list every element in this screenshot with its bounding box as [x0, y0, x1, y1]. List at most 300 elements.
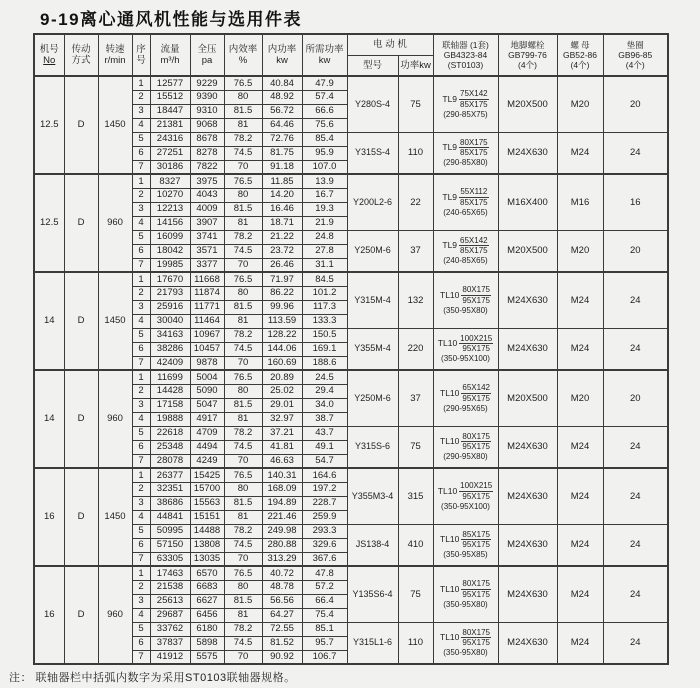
efficiency-cell: 81: [224, 412, 262, 426]
coupling-cell: [433, 426, 498, 468]
flow-cell: 21538: [150, 580, 190, 594]
seq-cell: 4: [132, 412, 150, 426]
nut-cell: M24: [557, 524, 603, 566]
pressure-cell: 7822: [190, 160, 224, 174]
required-power-cell: 54.7: [302, 454, 347, 468]
header-line: 号: [136, 55, 146, 66]
coupling-fraction-top: 100X215: [460, 481, 493, 491]
required-power-cell: 293.3: [302, 524, 347, 538]
machine-no-cell: 14: [34, 272, 64, 370]
flow-cell: 28078: [150, 454, 190, 468]
coupling-fraction-top: 65X142: [460, 235, 488, 245]
header-line: 内功率: [267, 43, 297, 55]
inner-power-cell: 81.52: [262, 636, 302, 650]
motor-power-cell: 75: [398, 426, 433, 468]
nut-cell: M24: [557, 566, 603, 622]
seq-cell: 7: [132, 356, 150, 370]
flow-cell: 15512: [150, 90, 190, 104]
coupling-cell: [433, 272, 498, 328]
required-power-cell: 24.5: [302, 370, 347, 384]
pressure-cell: 6570: [190, 566, 224, 580]
seq-cell: 3: [132, 496, 150, 510]
anchor-bolt-cell: M24X630: [498, 272, 557, 328]
efficiency-cell: 80: [224, 188, 262, 202]
efficiency-cell: 81.5: [224, 398, 262, 412]
seq-cell: 5: [132, 622, 150, 636]
anchor-bolt-cell: M24X630: [498, 468, 557, 524]
coupling-type: TL10: [437, 485, 458, 496]
inner-power-cell: 25.02: [262, 384, 302, 398]
header-line: 机号: [39, 43, 59, 55]
seq-cell: 1: [132, 468, 150, 482]
efficiency-cell: 81.5: [224, 496, 262, 510]
motor-power-cell: 132: [398, 272, 433, 328]
efficiency-cell: 78.2: [224, 426, 262, 440]
coupling-type: TL10: [440, 387, 460, 398]
pressure-cell: 5047: [190, 398, 224, 412]
speed-cell: 960: [98, 566, 132, 664]
col-header-motor: 电 动 机: [347, 34, 433, 55]
machine-no-cell: 16: [34, 468, 64, 566]
coupling-type: TL9: [442, 142, 458, 153]
table-row: [34, 468, 668, 482]
coupling-note: (350-95X80): [443, 599, 488, 609]
anchor-bolt-cell: M16X400: [498, 174, 557, 230]
coupling-type: TL9: [442, 93, 458, 104]
pressure-cell: 4249: [190, 454, 224, 468]
flow-cell: 29687: [150, 608, 190, 622]
seq-cell: 3: [132, 594, 150, 608]
required-power-cell: 13.9: [302, 174, 347, 188]
efficiency-cell: 81: [224, 510, 262, 524]
efficiency-cell: 74.5: [224, 244, 262, 258]
motor-model-cell: Y200L2-6: [347, 174, 398, 230]
inner-power-cell: 56.56: [262, 594, 302, 608]
table-row: [34, 174, 668, 188]
flow-cell: 57150: [150, 538, 190, 552]
coupling-fraction: [461, 285, 491, 304]
flow-cell: 17670: [150, 272, 190, 286]
inner-power-cell: 160.69: [262, 356, 302, 370]
flow-cell: 26377: [150, 468, 190, 482]
seq-cell: 1: [132, 76, 150, 90]
efficiency-cell: 78.2: [224, 524, 262, 538]
pressure-cell: 9878: [190, 356, 224, 370]
col-header-seq: [132, 34, 150, 76]
efficiency-cell: 81: [224, 608, 262, 622]
inner-power-cell: 41.81: [262, 440, 302, 454]
required-power-cell: 95.7: [302, 636, 347, 650]
flow-cell: 18042: [150, 244, 190, 258]
pressure-cell: 6180: [190, 622, 224, 636]
col-header-efficiency: [224, 34, 262, 76]
pressure-cell: 3975: [190, 174, 224, 188]
required-power-cell: 95.9: [302, 146, 347, 160]
inner-power-cell: 140.31: [262, 468, 302, 482]
pressure-cell: 8678: [190, 132, 224, 146]
header-line: 转速: [105, 43, 125, 55]
efficiency-cell: 74.5: [224, 636, 262, 650]
coupling-note: (350-95X100): [441, 354, 490, 364]
flow-cell: 42409: [150, 356, 190, 370]
motor-power-cell: 110: [398, 132, 433, 174]
efficiency-cell: 81: [224, 216, 262, 230]
motor-model-cell: Y315M-4: [347, 272, 398, 328]
inner-power-cell: 72.76: [262, 132, 302, 146]
coupling-note: (290-95X65): [443, 403, 488, 413]
inner-power-cell: 249.98: [262, 524, 302, 538]
header-line: pa: [201, 55, 213, 66]
flow-cell: 12577: [150, 76, 190, 90]
required-power-cell: 49.1: [302, 440, 347, 454]
efficiency-cell: 78.2: [224, 328, 262, 342]
required-power-cell: 117.3: [302, 300, 347, 314]
header-line: 全压: [197, 43, 217, 55]
required-power-cell: 29.4: [302, 384, 347, 398]
header-line: GB799-76: [508, 49, 547, 60]
pressure-cell: 6456: [190, 608, 224, 622]
header-line: 内效率: [228, 43, 258, 55]
efficiency-cell: 70: [224, 650, 262, 664]
seq-cell: 6: [132, 636, 150, 650]
flow-cell: 30040: [150, 314, 190, 328]
coupling-cell: [433, 468, 498, 524]
efficiency-cell: 70: [224, 160, 262, 174]
seq-cell: 6: [132, 146, 150, 160]
coupling-note: (350-95X80): [443, 648, 488, 658]
inner-power-cell: 64.46: [262, 118, 302, 132]
coupling-cell: [433, 370, 498, 426]
inner-power-cell: 99.96: [262, 300, 302, 314]
seq-cell: 2: [132, 580, 150, 594]
coupling-top-line: [434, 481, 498, 500]
inner-power-cell: 40.72: [262, 566, 302, 580]
col-header-nut: [557, 34, 603, 76]
pressure-cell: 15563: [190, 496, 224, 510]
motor-model-cell: Y280S-4: [347, 76, 398, 132]
required-power-cell: 75.4: [302, 608, 347, 622]
coupling-note: (350-95X100): [441, 501, 490, 511]
motor-power-cell: 37: [398, 230, 433, 272]
header-line: 序: [136, 43, 146, 55]
coupling-fraction-bottom: 95X175: [462, 344, 490, 354]
pressure-cell: 11771: [190, 300, 224, 314]
coupling-top-line: [434, 432, 498, 451]
speed-cell: 960: [98, 174, 132, 272]
efficiency-cell: 81.5: [224, 594, 262, 608]
coupling-type: TL10: [440, 534, 460, 545]
pressure-cell: 11668: [190, 272, 224, 286]
flow-cell: 38286: [150, 342, 190, 356]
header-line: 传动: [71, 43, 91, 55]
coupling-fraction-top: 75X142: [460, 89, 488, 99]
efficiency-cell: 76.5: [224, 272, 262, 286]
seq-cell: 1: [132, 370, 150, 384]
required-power-cell: 27.8: [302, 244, 347, 258]
efficiency-cell: 81.5: [224, 300, 262, 314]
efficiency-cell: 81: [224, 314, 262, 328]
header-line: 方式: [71, 55, 91, 66]
coupling-fraction-top: 65X142: [462, 383, 490, 393]
efficiency-cell: 74.5: [224, 342, 262, 356]
nut-cell: M24: [557, 272, 603, 328]
col-header-coupling: [433, 34, 498, 76]
coupling-cell: [433, 622, 498, 664]
flow-cell: 14156: [150, 216, 190, 230]
nut-cell: M20: [557, 76, 603, 132]
inner-power-cell: 168.09: [262, 482, 302, 496]
machine-no-cell: 16: [34, 566, 64, 664]
required-power-cell: 101.2: [302, 286, 347, 300]
pressure-cell: 8278: [190, 146, 224, 160]
anchor-bolt-cell: M24X630: [498, 328, 557, 370]
anchor-bolt-cell: M24X630: [498, 524, 557, 566]
drive-cell: D: [64, 566, 98, 664]
anchor-bolt-cell: M20X500: [498, 76, 557, 132]
seq-cell: 2: [132, 384, 150, 398]
coupling-fraction: [461, 383, 491, 402]
coupling-fraction-top: 80X175: [462, 285, 490, 295]
seq-cell: 7: [132, 650, 150, 664]
header-line: 垫圈: [626, 39, 644, 50]
inner-power-cell: 64.27: [262, 608, 302, 622]
nut-cell: M24: [557, 622, 603, 664]
header-line: r/min: [104, 55, 126, 66]
pressure-cell: 3907: [190, 216, 224, 230]
coupling-fraction: [459, 89, 489, 108]
coupling-fraction-top: 100X215: [460, 333, 493, 343]
washer-cell: 24: [603, 272, 668, 328]
header-line: 流量: [160, 43, 180, 55]
pressure-cell: 6627: [190, 594, 224, 608]
coupling-fraction: [459, 481, 493, 500]
coupling-top-line: [434, 530, 498, 549]
flow-cell: 21381: [150, 118, 190, 132]
header-line: (4个): [625, 60, 645, 70]
flow-cell: 11699: [150, 370, 190, 384]
required-power-cell: 84.5: [302, 272, 347, 286]
col-header-washer: [603, 34, 668, 76]
required-power-cell: 66.4: [302, 594, 347, 608]
coupling-fraction: [459, 138, 489, 157]
col-header-machine-no: [34, 34, 64, 76]
seq-cell: 7: [132, 160, 150, 174]
inner-power-cell: 280.88: [262, 538, 302, 552]
flow-cell: 34163: [150, 328, 190, 342]
inner-power-cell: 26.46: [262, 258, 302, 272]
efficiency-cell: 78.2: [224, 622, 262, 636]
flow-cell: 14428: [150, 384, 190, 398]
inner-power-cell: 144.06: [262, 342, 302, 356]
pressure-cell: 4009: [190, 202, 224, 216]
anchor-bolt-cell: M20X500: [498, 370, 557, 426]
inner-power-cell: 81.75: [262, 146, 302, 160]
table-row: [34, 370, 668, 384]
required-power-cell: 188.6: [302, 356, 347, 370]
motor-model-cell: Y355M3-4: [347, 468, 398, 524]
required-power-cell: 19.3: [302, 202, 347, 216]
header-line: 所需功率: [305, 43, 344, 55]
required-power-cell: 47.9: [302, 76, 347, 90]
flow-cell: 37837: [150, 636, 190, 650]
coupling-top-line: [434, 579, 498, 598]
efficiency-cell: 80: [224, 286, 262, 300]
inner-power-cell: 48.78: [262, 580, 302, 594]
required-power-cell: 24.8: [302, 230, 347, 244]
col-header-pressure: [190, 34, 224, 76]
nut-cell: M16: [557, 174, 603, 230]
flow-cell: 32351: [150, 482, 190, 496]
efficiency-cell: 76.5: [224, 76, 262, 90]
flow-cell: 44841: [150, 510, 190, 524]
required-power-cell: 57.2: [302, 580, 347, 594]
coupling-top-line: [434, 138, 498, 157]
inner-power-cell: 72.55: [262, 622, 302, 636]
coupling-top-line: [434, 236, 498, 255]
required-power-cell: 133.3: [302, 314, 347, 328]
coupling-fraction: [461, 432, 491, 451]
table-row: [34, 272, 668, 286]
coupling-fraction-bottom: 95X175: [462, 638, 490, 648]
seq-cell: 1: [132, 566, 150, 580]
motor-power-cell: 410: [398, 524, 433, 566]
flow-cell: 16099: [150, 230, 190, 244]
pressure-cell: 5090: [190, 384, 224, 398]
required-power-cell: 150.5: [302, 328, 347, 342]
washer-cell: 24: [603, 468, 668, 524]
inner-power-cell: 11.85: [262, 174, 302, 188]
pressure-cell: 14488: [190, 524, 224, 538]
efficiency-cell: 76.5: [224, 468, 262, 482]
coupling-cell: [433, 230, 498, 272]
seq-cell: 6: [132, 440, 150, 454]
machine-no-cell: 12.5: [34, 174, 64, 272]
coupling-note: (240-65X65): [443, 207, 488, 217]
flow-cell: 63305: [150, 552, 190, 566]
machine-no-cell: 12.5: [34, 76, 64, 174]
col-header-motor-power: 功率kw: [398, 55, 433, 76]
seq-cell: 2: [132, 286, 150, 300]
motor-power-cell: 75: [398, 566, 433, 622]
coupling-note: (290-95X80): [443, 452, 488, 462]
header-line: kw: [276, 55, 288, 66]
flow-cell: 17158: [150, 398, 190, 412]
flow-cell: 25348: [150, 440, 190, 454]
pressure-cell: 6683: [190, 580, 224, 594]
flow-cell: 33762: [150, 622, 190, 636]
nut-cell: M20: [557, 370, 603, 426]
header-line: (ST0103): [447, 60, 484, 70]
seq-cell: 5: [132, 328, 150, 342]
seq-cell: 5: [132, 524, 150, 538]
header-line: kw: [318, 55, 331, 66]
table-body: [34, 76, 668, 664]
motor-model-cell: Y315L1-6: [347, 622, 398, 664]
seq-cell: 3: [132, 202, 150, 216]
header-line: GB52-86: [562, 49, 598, 60]
efficiency-cell: 70: [224, 552, 262, 566]
efficiency-cell: 81.5: [224, 202, 262, 216]
col-header-drive: [64, 34, 98, 76]
required-power-cell: 259.9: [302, 510, 347, 524]
coupling-top-line: [434, 89, 498, 108]
drive-cell: D: [64, 76, 98, 174]
efficiency-cell: 80: [224, 580, 262, 594]
footnote: 注： 联轴器栏中括弧内数字为采用ST0103联轴器规格。: [9, 672, 296, 684]
coupling-fraction: [461, 530, 491, 549]
inner-power-cell: 23.72: [262, 244, 302, 258]
pressure-cell: 11464: [190, 314, 224, 328]
required-power-cell: 75.6: [302, 118, 347, 132]
nut-cell: M20: [557, 230, 603, 272]
inner-power-cell: 40.84: [262, 76, 302, 90]
inner-power-cell: 194.89: [262, 496, 302, 510]
efficiency-cell: 74.5: [224, 146, 262, 160]
drive-cell: D: [64, 370, 98, 468]
nut-cell: M24: [557, 132, 603, 174]
inner-power-cell: 18.71: [262, 216, 302, 230]
coupling-type: TL9: [442, 240, 458, 251]
seq-cell: 5: [132, 230, 150, 244]
anchor-bolt-cell: M24X630: [498, 622, 557, 664]
required-power-cell: 329.6: [302, 538, 347, 552]
speed-cell: 1450: [98, 272, 132, 370]
anchor-bolt-cell: M24X630: [498, 566, 557, 622]
pressure-cell: 15151: [190, 510, 224, 524]
coupling-cell: [433, 524, 498, 566]
flow-cell: 12213: [150, 202, 190, 216]
header-line: 联轴器 (1套): [442, 39, 489, 50]
pressure-cell: 13808: [190, 538, 224, 552]
washer-cell: 24: [603, 566, 668, 622]
coupling-top-line: [434, 383, 498, 402]
coupling-fraction-top: 55X112: [460, 187, 488, 197]
coupling-cell: [433, 174, 498, 230]
coupling-type: TL10: [437, 338, 458, 349]
coupling-top-line: [434, 628, 498, 647]
washer-cell: 16: [603, 174, 668, 230]
motor-model-cell: Y355M-4: [347, 328, 398, 370]
header-line: m³/h: [160, 55, 180, 66]
efficiency-cell: 76.5: [224, 174, 262, 188]
header-line: 地脚螺栓: [510, 39, 545, 50]
required-power-cell: 16.7: [302, 188, 347, 202]
washer-cell: 20: [603, 370, 668, 426]
header-line: GB4323-84: [443, 49, 488, 60]
required-power-cell: 21.9: [302, 216, 347, 230]
required-power-cell: 85.4: [302, 132, 347, 146]
col-header-inner-power: [262, 34, 302, 76]
col-header-motor-model: 型号: [347, 55, 398, 76]
nut-cell: M24: [557, 426, 603, 468]
inner-power-cell: 313.29: [262, 552, 302, 566]
efficiency-cell: 76.5: [224, 370, 262, 384]
page-title: 9-19离心通风机性能与选用件表: [40, 10, 303, 29]
seq-cell: 7: [132, 454, 150, 468]
machine-no-cell: 14: [34, 370, 64, 468]
pressure-cell: 5004: [190, 370, 224, 384]
nut-cell: M24: [557, 328, 603, 370]
motor-model-cell: Y315S-6: [347, 426, 398, 468]
required-power-cell: 57.4: [302, 90, 347, 104]
washer-cell: 24: [603, 328, 668, 370]
flow-cell: 25613: [150, 594, 190, 608]
efficiency-cell: 80: [224, 90, 262, 104]
coupling-fraction-bottom: 85X175: [460, 99, 488, 109]
header-line: (4个): [570, 60, 590, 70]
efficiency-cell: 74.5: [224, 538, 262, 552]
seq-cell: 1: [132, 272, 150, 286]
